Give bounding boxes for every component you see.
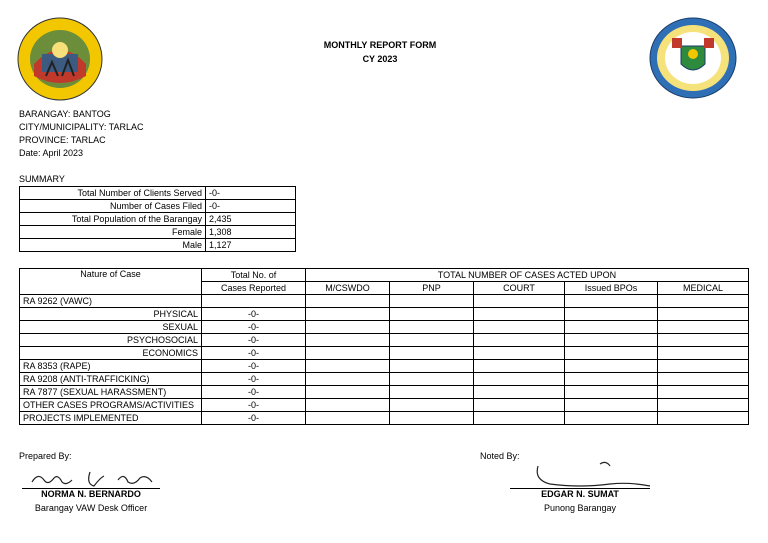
case-label: PSYCHOSOCIAL [20,334,202,347]
province-info: PROVINCE: TARLAC [19,135,106,145]
summary-row [20,239,296,252]
summary-label: Total Number of Clients Served [20,187,206,200]
col-issued-bpos: Issued BPOs [565,282,658,295]
barangay-info: BARANGAY: BANTOG [19,109,111,119]
summary-heading: SUMMARY [19,174,65,184]
case-value: -0- [202,321,306,334]
prepared-by-label: Prepared By: [19,451,72,461]
summary-value: 1,308 [206,226,296,239]
summary-value: 1,127 [206,239,296,252]
col-mcswdo: M/CSWDO [306,282,390,295]
prepared-title: Barangay VAW Desk Officer [34,503,148,513]
col-medical: MEDICAL [658,282,749,295]
summary-value: -0- [206,200,296,213]
summary-label: Total Population of the Barangay [20,213,206,226]
case-row [20,295,749,308]
summary-row [20,213,296,226]
case-value: -0- [202,360,306,373]
summary-row [20,226,296,239]
date-info: Date: April 2023 [19,148,84,158]
case-label: OTHER CASES PROGRAMS/ACTIVITIES [20,399,202,412]
case-row [20,386,749,399]
summary-table [19,186,296,252]
summary-row [20,187,296,200]
case-row [20,334,749,347]
case-row [20,321,749,334]
col-court: COURT [474,282,565,295]
col-pnp: PNP [390,282,474,295]
case-label: ECONOMICS [20,347,202,360]
case-label: SEXUAL [20,321,202,334]
col-total-line2: Cases Reported [202,282,306,295]
summary-label: Female [20,226,206,239]
barangay-seal-logo [16,16,104,102]
case-value: -0- [202,373,306,386]
case-row [20,347,749,360]
prepared-name: NORMA N. BERNARDO [41,489,141,499]
form-year: CY 2023 [362,54,398,64]
summary-row [20,200,296,213]
case-row [20,360,749,373]
case-label: RA 9208 (ANTI-TRAFFICKING) [20,373,202,386]
case-label: RA 7877 (SEXUAL HARASSMENT) [20,386,202,399]
noted-name: EDGAR N. SUMAT [541,489,619,499]
noted-by-label: Noted By: [480,451,520,461]
noted-title: Punong Barangay [543,503,617,513]
summary-value: 2,435 [206,213,296,226]
col-total-line1: Total No. of [202,269,306,282]
summary-value: -0- [206,187,296,200]
case-row [20,308,749,321]
case-value: -0- [202,308,306,321]
form-title: MONTHLY REPORT FORM [323,40,437,50]
city-seal-logo [648,16,738,100]
case-value: -0- [202,399,306,412]
col-acted-upon: TOTAL NUMBER OF CASES ACTED UPON [306,269,749,282]
case-value: -0- [202,347,306,360]
case-label: PROJECTS IMPLEMENTED [20,412,202,425]
case-value: -0- [202,386,306,399]
case-row [20,373,749,386]
case-value [202,295,306,308]
case-value: -0- [202,412,306,425]
case-value: -0- [202,334,306,347]
city-info: CITY/MUNICIPALITY: TARLAC [19,122,144,132]
case-label: PHYSICAL [20,308,202,321]
summary-label: Number of Cases Filed [20,200,206,213]
case-label: RA 8353 (RAPE) [20,360,202,373]
col-nature-of-case: Nature of Case [20,269,202,295]
case-label: RA 9262 (VAWC) [20,295,202,308]
case-row [20,399,749,412]
cases-table [19,268,749,425]
summary-label: Male [20,239,206,252]
case-row [20,412,749,425]
noted-signature [530,458,660,490]
